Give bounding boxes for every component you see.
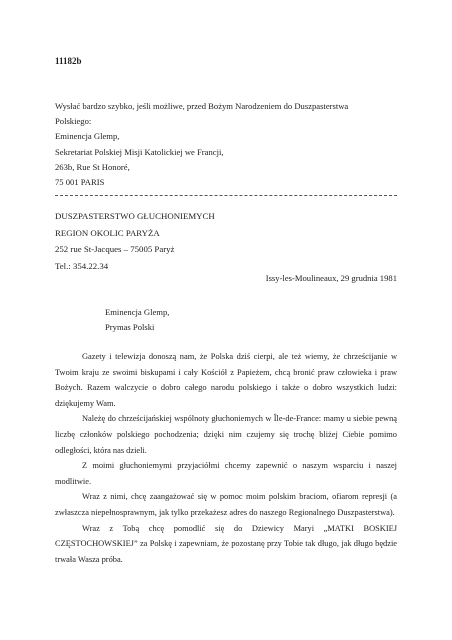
note-line: 75 001 PARIS (55, 177, 105, 188)
recipient-line: Prymas Polski (105, 322, 155, 332)
body-paragraph: Należę do chrześcijańskiej wspólnoty głuchoniemych w Île-de-France: mamy u siebie pewną liczbę członków polskiego pochodzenia; dzięki nim czujemy się trochę bliżej Ciebie pomimo odległości, która nas dzieli. (55, 414, 397, 455)
sender-address (55, 208, 215, 274)
sender-line: 252 rue St-Jacques – 75005 Paryż (55, 244, 175, 254)
body-paragraph: Wraz z nimi, chcę zaangażować się w pomoc moim polskim braciom, ofiarom represji (a zwłaszcza niepełnosprawnym, jak tylko przekażesz adres do naszego Regionalnego Duszpasterstwa). (55, 492, 397, 517)
note-line: Wysłać bardzo szybko, jeśli możliwe, przed Bożym Narodzeniem do Duszpasterstwa (55, 101, 349, 111)
recipient-line: Eminencja Glemp, (105, 307, 170, 317)
note-line: 263b, Rue St Honoré, (55, 161, 130, 172)
body-paragraph: Z moimi głuchoniemymi przyjaciółmi chcemy zapewnić o naszym wsparciu i naszej modlitwie. (55, 461, 397, 486)
note-line: Eminencja Glemp, (55, 131, 120, 142)
sender-line: Tel.: 354.22.34 (55, 260, 109, 271)
dashed-divider (55, 195, 397, 196)
recipient-address (105, 305, 169, 335)
note-line: Sekretariat Polskiej Misji Katolickiej we Francji, (55, 146, 224, 157)
note-line: Polskiego: (55, 116, 92, 127)
place-and-date: Issy-les-Moulineaux, 29 grudnia 1981 (265, 273, 397, 283)
sender-line: REGION OKOLIC PARYŻA (55, 227, 160, 238)
sender-line: DUSZPASTERSTWO GŁUCHONIEMYCH (55, 211, 215, 221)
body-paragraph: Wraz z Tobą chcę pomodlić się do Dziewicy Maryi „MATKI BOSKIEJ CZĘSTOCHOWSKIEJ” za Polskę i zapewniam, że pozostanę przy Tobie tak długo, jak długo będzie trwała Wasza próba. (55, 523, 397, 564)
letter-body (55, 349, 397, 567)
document-id: 11182b (55, 56, 82, 66)
forwarding-note (55, 99, 348, 190)
body-paragraph: Gazety i telewizja donoszą nam, że Polska dziś cierpi, ale też wiemy, że chrześcijanie w Twoim kraju ze swoimi biskupami i cały Kościół z Papieżem, chcą bronić praw człowieka i praw Bożych. Razem walczycie o dobro całego narodu polskiego i także o dobro wszystkich ludzi: dziękujemy Wam. (55, 352, 397, 408)
